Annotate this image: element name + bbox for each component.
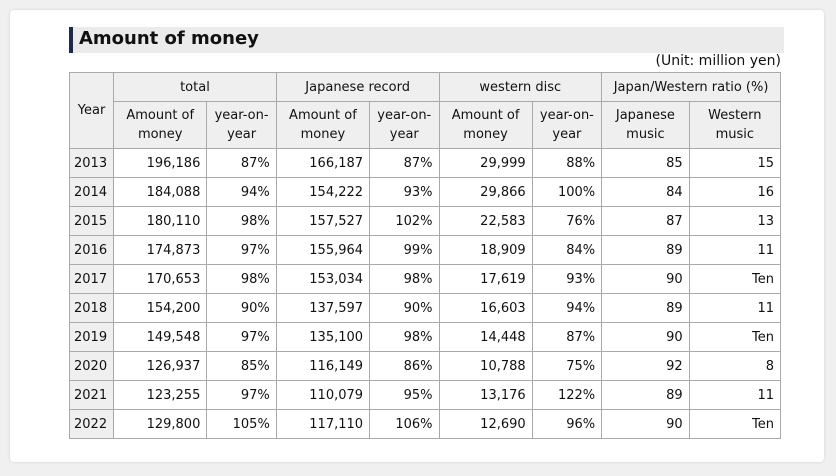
table-cell: 94% [207,178,276,207]
table-row [70,236,781,265]
table-cell: 98% [207,207,276,236]
year-cell: 2015 [70,207,114,236]
table-cell: 98% [370,323,439,352]
table-cell: 13 [689,207,780,236]
table-cell: 87% [370,149,439,178]
table-cell: 84 [602,178,690,207]
table-cell: 90% [370,294,439,323]
table-cell: 155,964 [276,236,369,265]
table-cell: 14,448 [439,323,532,352]
sub-header: Japanese music [602,102,690,149]
year-cell: 2020 [70,352,114,381]
table-cell: 89 [602,381,690,410]
table-cell: 149,548 [114,323,207,352]
year-cell: 2016 [70,236,114,265]
table-cell: 102% [370,207,439,236]
table-cell: 98% [207,265,276,294]
table-cell: 15 [689,149,780,178]
table-cell: 13,176 [439,381,532,410]
table-cell: 180,110 [114,207,207,236]
year-cell: 2022 [70,410,114,439]
table-cell: 8 [689,352,780,381]
table-cell: 93% [532,265,601,294]
table-cell: 110,079 [276,381,369,410]
header-row-subs [70,102,781,149]
table-cell: 157,527 [276,207,369,236]
table-cell: 90 [602,265,690,294]
table-cell: 87% [207,149,276,178]
table-row [70,207,781,236]
header-row-groups [70,73,781,102]
table-cell: Ten [689,323,780,352]
table-row [70,381,781,410]
table-cell: 174,873 [114,236,207,265]
table-cell: 11 [689,236,780,265]
table-cell: 89 [602,236,690,265]
table-cell: Ten [689,410,780,439]
table-cell: 76% [532,207,601,236]
table-cell: 85 [602,149,690,178]
table-cell: 89 [602,294,690,323]
sub-header: year-on-year [532,102,601,149]
table-row [70,265,781,294]
table-cell: 100% [532,178,601,207]
year-cell: 2014 [70,178,114,207]
group-header-ratio: Japan/Western ratio (%) [602,73,781,102]
table-cell: 153,034 [276,265,369,294]
table-cell: 123,255 [114,381,207,410]
sub-header: year-on-year [370,102,439,149]
table-cell: 137,597 [276,294,369,323]
table-cell: 10,788 [439,352,532,381]
table-cell: 16,603 [439,294,532,323]
table-cell: 96% [532,410,601,439]
sub-header: Western music [689,102,780,149]
year-header: Year [70,73,114,149]
table-row [70,149,781,178]
table-row [70,178,781,207]
table-cell: 12,690 [439,410,532,439]
table-cell: 22,583 [439,207,532,236]
sub-header: Amount of money [114,102,207,149]
table-cell: 86% [370,352,439,381]
table-cell: 154,200 [114,294,207,323]
table-cell: 90% [207,294,276,323]
table-cell: 184,088 [114,178,207,207]
sub-header: Amount of money [276,102,369,149]
table-cell: 85% [207,352,276,381]
table-cell: 154,222 [276,178,369,207]
section-title: Amount of money [79,28,259,49]
table-cell: 122% [532,381,601,410]
table-body [70,149,781,439]
table-cell: 11 [689,381,780,410]
table-cell: 16 [689,178,780,207]
year-cell: 2013 [70,149,114,178]
table-cell: 18,909 [439,236,532,265]
money-table [69,72,781,439]
table-cell: 196,186 [114,149,207,178]
table-cell: 93% [370,178,439,207]
sub-header: Amount of money [439,102,532,149]
table-cell: 97% [207,381,276,410]
table-cell: 87 [602,207,690,236]
table-cell: Ten [689,265,780,294]
table-cell: 97% [207,323,276,352]
sub-header: year-on-year [207,102,276,149]
table-cell: 92 [602,352,690,381]
table-cell: 98% [370,265,439,294]
table-row [70,410,781,439]
group-header-japanese: Japanese record [276,73,439,102]
content-card [10,10,824,462]
table-cell: 29,999 [439,149,532,178]
group-header-total: total [114,73,277,102]
table-cell: 166,187 [276,149,369,178]
unit-note: (Unit: million yen) [655,53,781,69]
table-cell: 99% [370,236,439,265]
table-row [70,352,781,381]
table-row [70,323,781,352]
table-cell: 29,866 [439,178,532,207]
table-cell: 75% [532,352,601,381]
section-heading [69,27,784,53]
table-cell: 84% [532,236,601,265]
table-cell: 95% [370,381,439,410]
table-cell: 94% [532,294,601,323]
table-cell: 90 [602,323,690,352]
year-cell: 2019 [70,323,114,352]
year-cell: 2017 [70,265,114,294]
table-cell: 90 [602,410,690,439]
table-cell: 87% [532,323,601,352]
table-cell: 126,937 [114,352,207,381]
table-row [70,294,781,323]
table-cell: 11 [689,294,780,323]
table-cell: 88% [532,149,601,178]
table-cell: 106% [370,410,439,439]
year-cell: 2021 [70,381,114,410]
table-cell: 129,800 [114,410,207,439]
table-cell: 17,619 [439,265,532,294]
table-cell: 97% [207,236,276,265]
table-cell: 117,110 [276,410,369,439]
table-cell: 170,653 [114,265,207,294]
year-cell: 2018 [70,294,114,323]
table-cell: 135,100 [276,323,369,352]
group-header-western: western disc [439,73,602,102]
table-cell: 105% [207,410,276,439]
table-cell: 116,149 [276,352,369,381]
